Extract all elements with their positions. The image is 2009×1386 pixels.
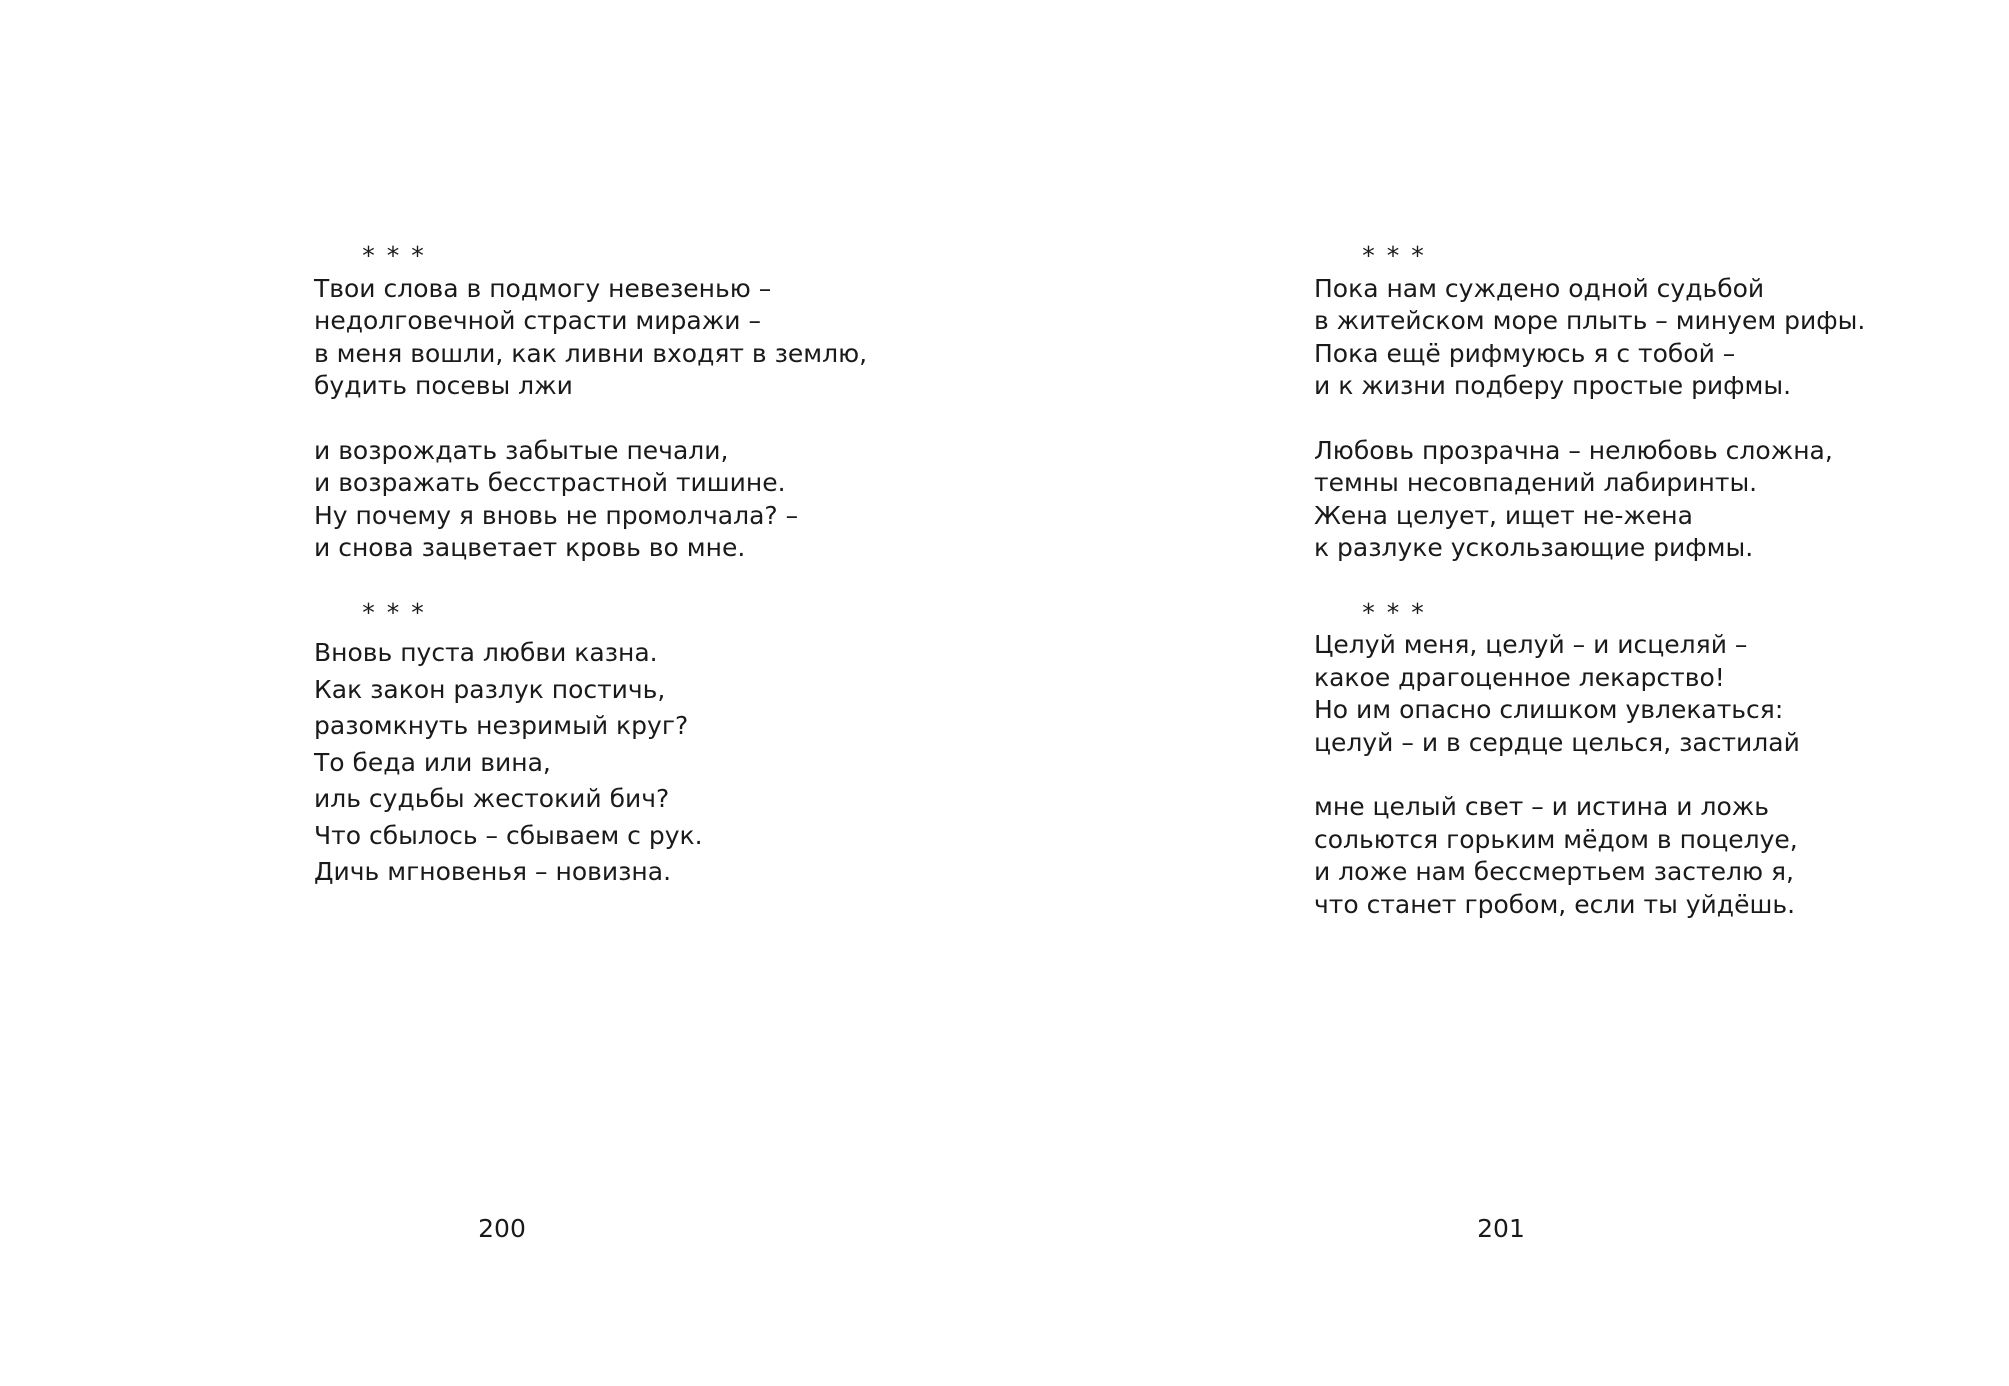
page-number: 201: [1477, 1214, 1525, 1243]
stanza-gap: [314, 403, 934, 435]
poem-line: Дичь мгновенья – новизна.: [314, 857, 672, 886]
stanza-gap: [1314, 403, 1954, 435]
poem-line: и снова зацветает кровь во мне.: [314, 533, 746, 562]
poem-line: Жена целует, ищет не-жена: [1314, 500, 1693, 530]
poem-line: Но им опасно слишком увлекаться:: [1314, 695, 1784, 724]
poem-gap: [1314, 565, 1954, 597]
poem-line: Что сбылось – сбываем с рук.: [314, 820, 703, 850]
poem-line: Любовь прозрачна – нелюбовь сложна,: [1314, 435, 1833, 465]
poem-line: иль судьбы жестокий бич?: [314, 784, 670, 813]
poem-line: Вновь пуста любви казна.: [314, 638, 658, 667]
poem-line: Целуй меня, целуй – и исцеляй –: [1314, 630, 1748, 659]
poem-line: Твои слова в подмогу невезенью –: [314, 273, 772, 303]
poem-line: какое драгоценное лекарство!: [1314, 662, 1725, 692]
poem: [1314, 597, 1954, 922]
right-page: [1004, 0, 2008, 1386]
poem-line: темны несовпадений лабиринты.: [1314, 468, 1758, 497]
poem-line: и возрождать забытые печали,: [314, 435, 729, 465]
poem-line: разомкнуть незримый круг?: [314, 711, 689, 740]
poems-column-left: [314, 240, 934, 891]
poem-line: и ложе нам бессмертьем застелю я,: [1314, 857, 1794, 886]
poem-separator: * * *: [1362, 241, 1426, 270]
poems-column-right: [1314, 240, 1954, 921]
poem: [314, 597, 934, 891]
poem: [1314, 240, 1954, 565]
poem-line: Как закон разлук постичь,: [314, 674, 666, 704]
poem-line: мне целый свет – и истина и ложь: [1314, 792, 1769, 821]
poem-line: и возражать бесстрастной тишине.: [314, 468, 786, 497]
poem-line: То беда или вина,: [314, 747, 551, 777]
poem-line: будить посевы лжи: [314, 371, 573, 400]
poem-line: целуй – и в сердце целься, застилай: [1314, 727, 1800, 757]
poem-separator: * * *: [362, 597, 426, 627]
left-page: [0, 0, 1004, 1386]
poem: [314, 240, 934, 565]
poem-gap: [314, 565, 934, 597]
stanza-gap: [1314, 759, 1954, 791]
poem-line: Ну почему я вновь не промолчала? –: [314, 500, 799, 530]
poem-separator: * * *: [362, 241, 426, 270]
poem-line: Пока нам суждено одной судьбой: [1314, 273, 1765, 303]
poem-line: что станет гробом, если ты уйдёшь.: [1314, 889, 1796, 919]
poem-line: Пока ещё рифмуюсь я с тобой –: [1314, 338, 1736, 368]
poem-line: к разлуке ускользающие рифмы.: [1314, 533, 1754, 562]
poem-line: недолговечной страсти миражи –: [314, 306, 761, 335]
page-number: 200: [478, 1214, 526, 1243]
poem-line: в меня вошли, как ливни входят в землю,: [314, 338, 868, 368]
poem-separator: * * *: [1362, 597, 1426, 627]
poem-line: сольются горьким мёдом в поцелуе,: [1314, 824, 1798, 854]
poem-line: в житейском море плыть – минуем рифы.: [1314, 306, 1866, 335]
poem-line: и к жизни подберу простые рифмы.: [1314, 371, 1792, 400]
